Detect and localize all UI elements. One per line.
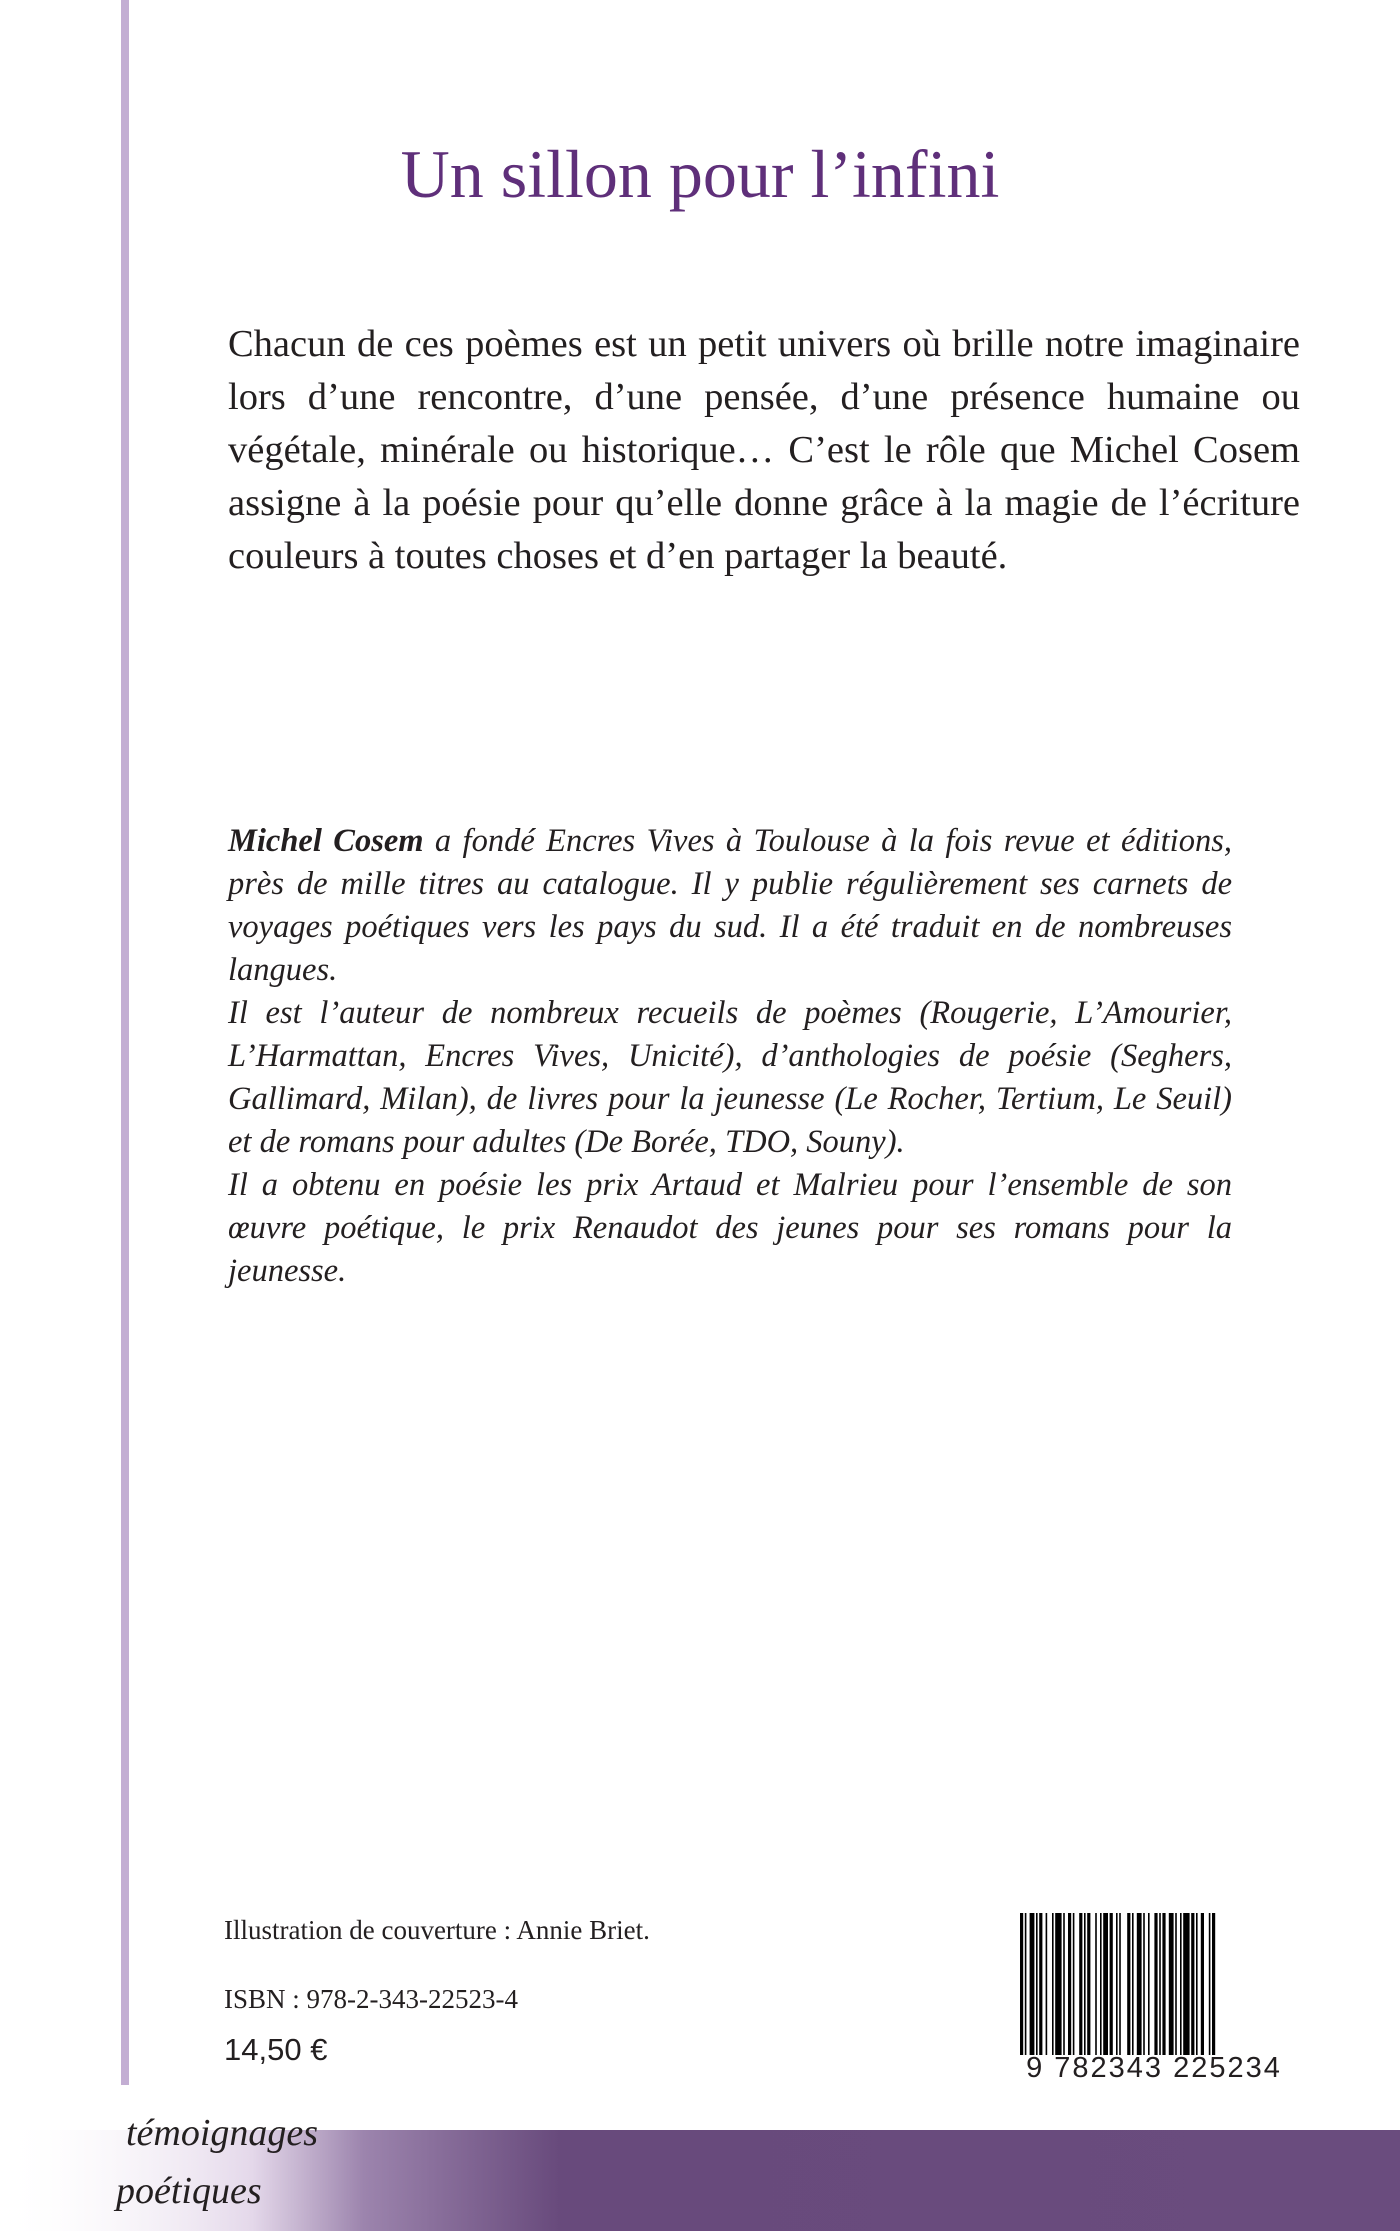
author-name: Michel Cosem bbox=[228, 823, 424, 859]
side-accent-bar bbox=[121, 0, 129, 2085]
book-title: Un sillon pour l’infini bbox=[400, 136, 1000, 212]
bio-paragraph-1 bbox=[228, 820, 1232, 992]
isbn: ISBN : 978-2-343-22523-4 bbox=[224, 1984, 518, 2014]
series-logo-line-2: poétiques bbox=[116, 2170, 262, 2212]
bio-paragraph-1-text: a fondé Encres Vives à Toulouse à la fois revue et éditions, près de mille titres au catalogue. Il y publie régulièrement ses carnets de voyages poétiques vers les pays du sud. Il a été traduit en de nombreuses langues. bbox=[228, 823, 1232, 988]
author-bio bbox=[228, 820, 1232, 1293]
price: 14,50 € bbox=[224, 2032, 328, 2067]
bio-paragraph-3: Il a obtenu en poésie les prix Artaud et Malrieu pour l’ensemble de son œuvre poétique, le prix Renaudot des jeunes pour ses romans pour la jeunesse. bbox=[228, 1167, 1232, 1289]
barcode-icon bbox=[1018, 1913, 1294, 2055]
book-blurb: Chacun de ces poèmes est un petit univers où brille notre imaginaire lors d’une rencontre, d’une pensée, d’une présence humaine ou végétale, minérale ou historique… C’est le rôle que Michel Cosem assigne à la poésie pour qu’elle donne grâce à la magie de l’écriture couleurs à toutes choses et d’en partager la beauté. bbox=[228, 323, 1300, 577]
series-logo bbox=[112, 2095, 352, 2225]
illustration-credit: Illustration de couverture : Annie Briet. bbox=[224, 1915, 650, 1945]
series-logo-line-1: témoignages bbox=[126, 2112, 319, 2154]
bio-paragraph-2: Il est l’auteur de nombreux recueils de poèmes (Rougerie, L’Amourier, L’Harmattan, Encres Vives, Unicité), d’anthologies de poésie (Seghers, Gallimard, Milan), de livres pour la jeunesse (Le Rocher, Tertium, Le Seuil) et de romans pour adultes (De Borée, TDO, Souny). bbox=[228, 995, 1232, 1160]
barcode-number: 9 782343 225234 bbox=[1026, 2052, 1282, 2084]
